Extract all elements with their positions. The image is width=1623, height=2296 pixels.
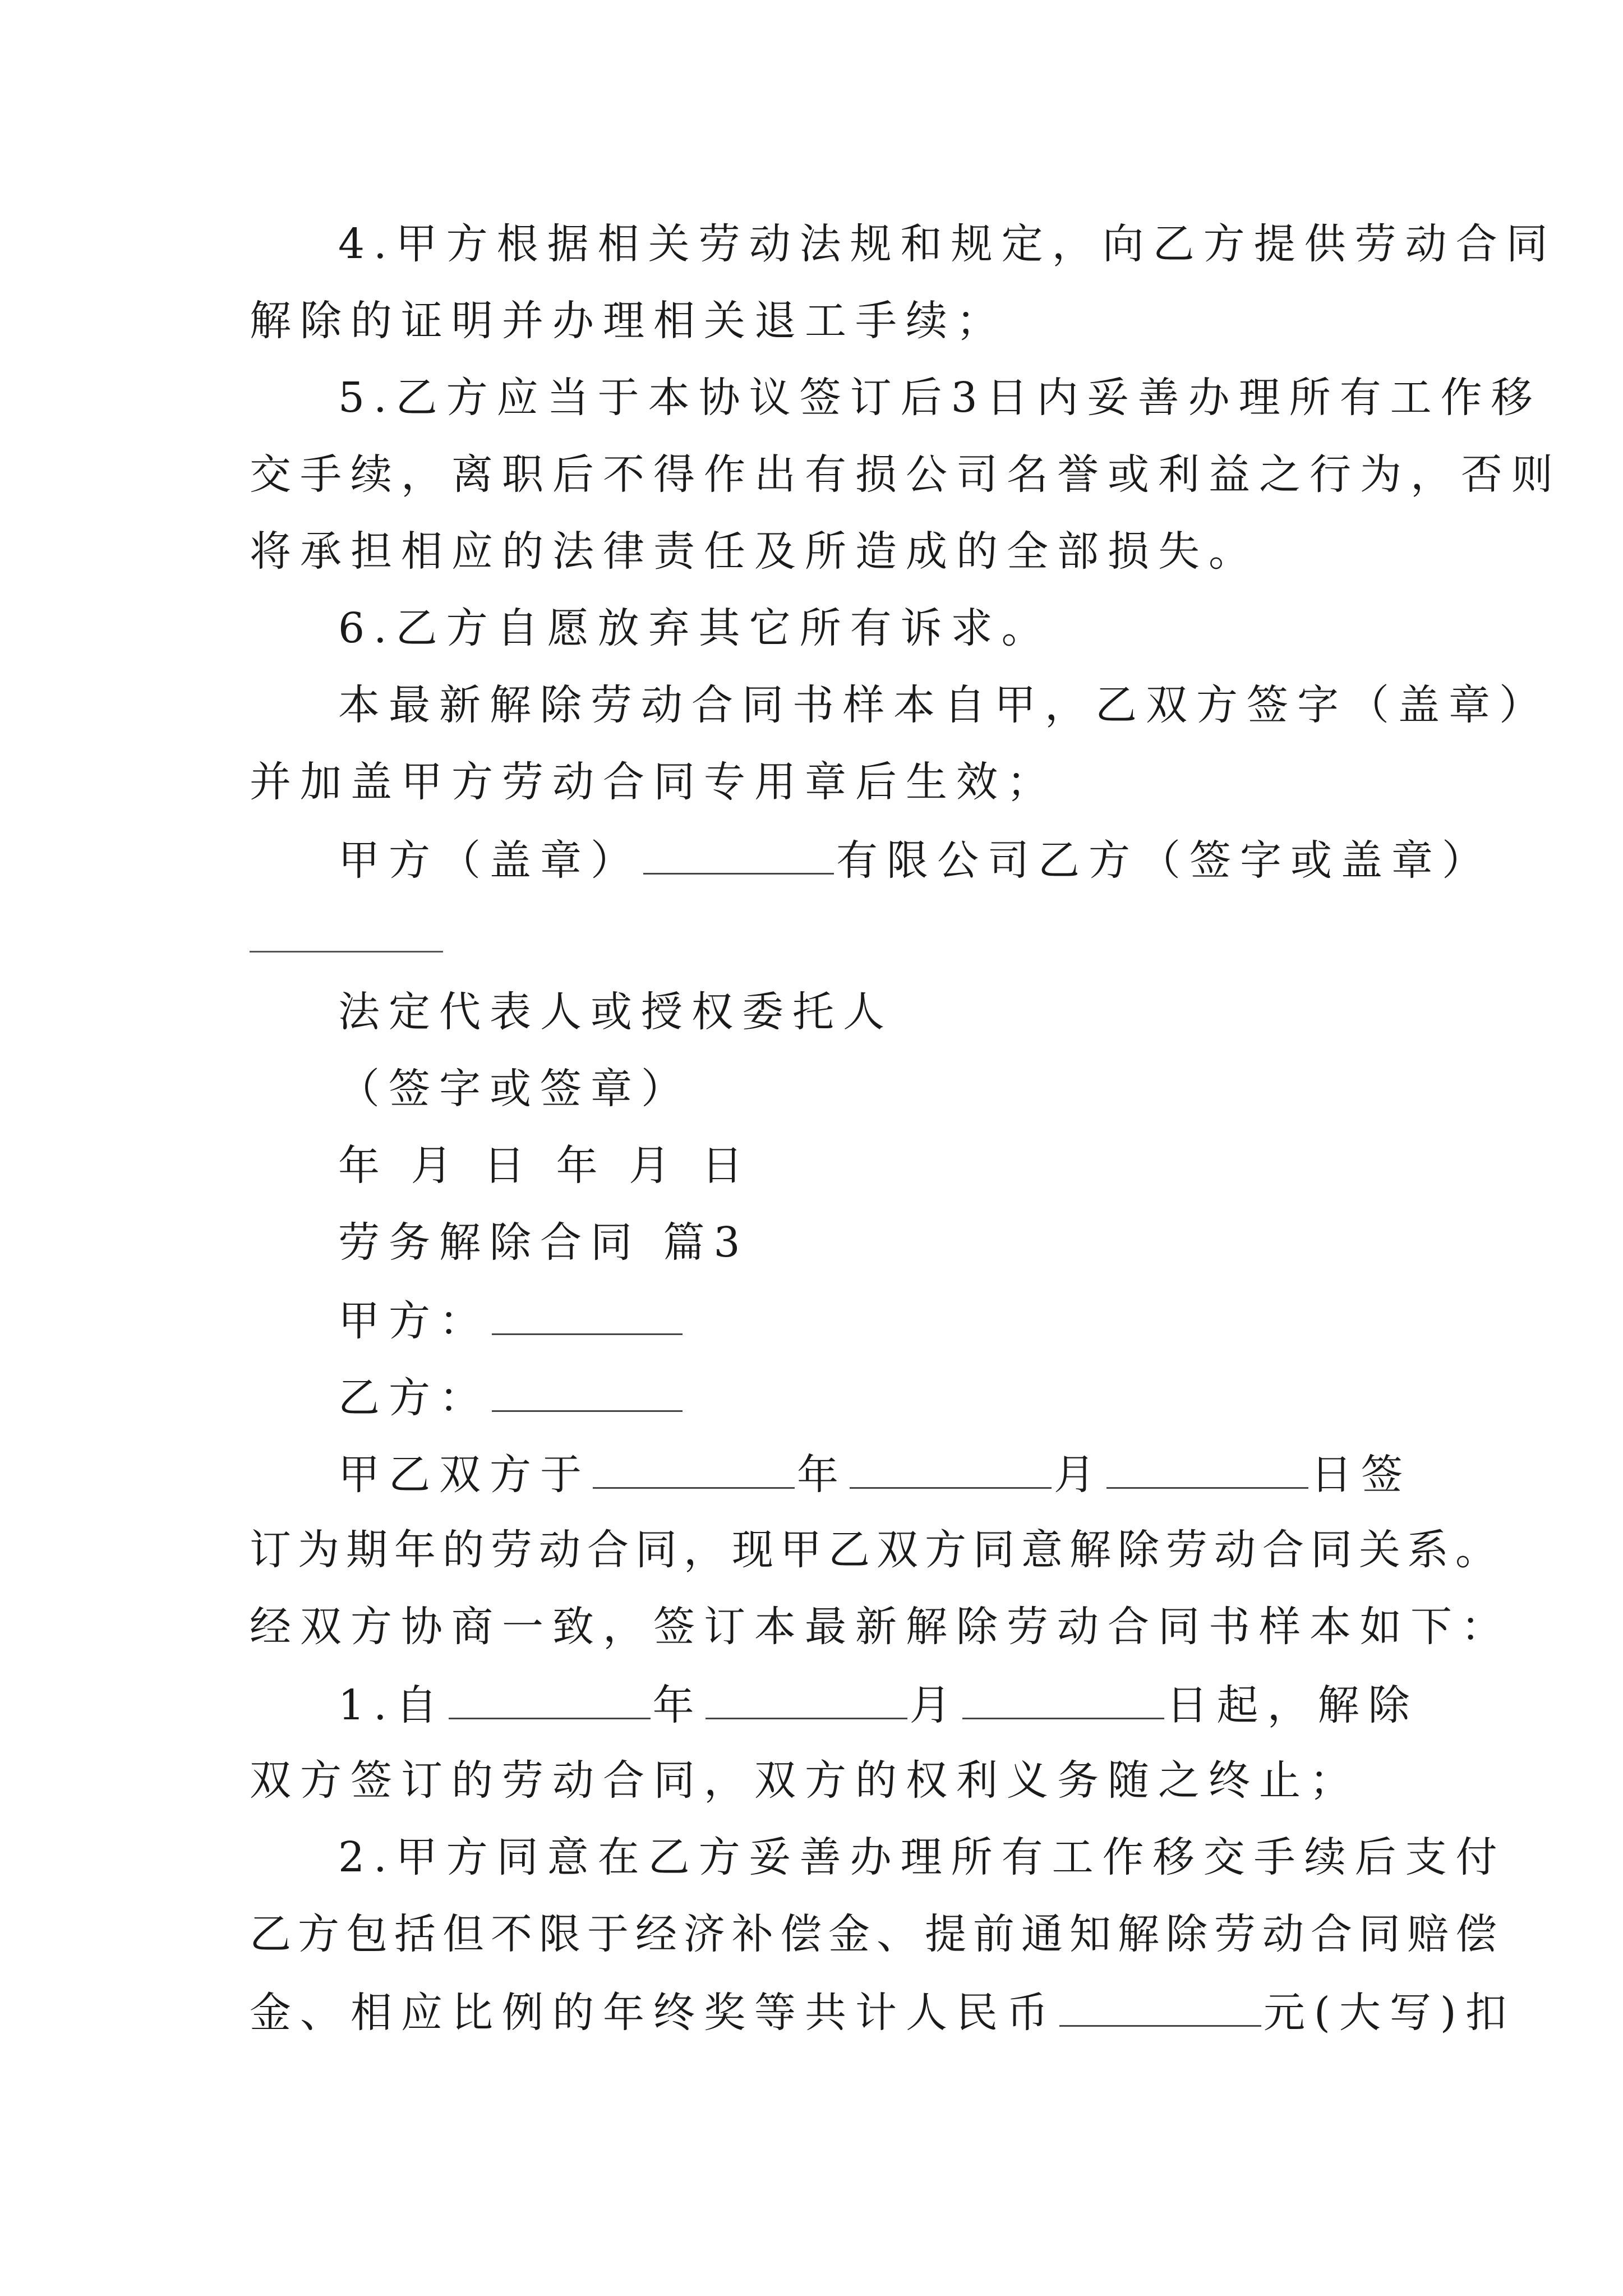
party-a-blank [492, 1299, 683, 1335]
clause-1-text-d: 日起，解除 [1166, 1681, 1419, 1729]
clause-1-blank-2 [706, 1683, 907, 1719]
intro-line-1 [338, 1451, 1412, 1499]
clause-1-line-1 [338, 1681, 1419, 1729]
clause-2-line-1: 2.甲方同意在乙方妥善办理所有工作移交手续后支付 [338, 1833, 1506, 1881]
party-b-sign-label: 有限公司乙方（签字或盖章） [836, 836, 1492, 885]
legal-representative-label: 法定代表人或授权委托人 [338, 988, 893, 1036]
clause-1-text-c: 月 [909, 1681, 960, 1729]
clause-1-line-2: 双方签订的劳动合同，双方的权利义务随之终止； [250, 1756, 1360, 1805]
clause-1-text-a: 1.自 [338, 1681, 446, 1729]
clause-2-line-2: 乙方包括但不限于经济补偿金、提前通知解除劳动合同赔偿 [250, 1910, 1504, 1958]
intro-line-2: 订为期年的劳动合同，现甲乙双方同意解除劳动合同关系。 [250, 1526, 1504, 1574]
clause-5-line-1: 5.乙方应当于本协议签订后3日内妥善办理所有工作移 [338, 374, 1542, 422]
clause-6: 6.乙方自愿放弃其它所有诉求。 [338, 604, 1052, 652]
amount-blank [1059, 1990, 1261, 2027]
party-a-label: 甲方： [338, 1297, 490, 1345]
intro-text-a: 甲乙双方于 [338, 1451, 591, 1499]
intro-text-c: 月 [1054, 1451, 1104, 1499]
date-placeholders: 年 月 日 年 月 日 [338, 1142, 752, 1190]
clause-1-blank-1 [449, 1683, 651, 1719]
party-a-line [338, 1297, 685, 1345]
party-b-line [338, 1374, 685, 1422]
intro-line-3: 经双方协商一致，签订本最新解除劳动合同书样本如下： [250, 1603, 1511, 1651]
section-title: 劳务解除合同 篇3 [338, 1218, 749, 1267]
party-b-signature-blank [250, 951, 443, 953]
clause-4-line-2: 解除的证明并办理相关退工手续； [250, 297, 1007, 345]
signature-note: （签字或签章） [338, 1065, 691, 1113]
clause-5-line-3: 将承担相应的法律责任及所造成的全部损失。 [250, 527, 1259, 576]
intro-date-blank-2 [850, 1452, 1052, 1489]
clause-2-text-a: 金、相应比例的年终奖等共计人民币 [250, 1989, 1057, 2037]
company-name-blank [643, 838, 834, 875]
effective-line-1: 本最新解除劳动合同书样本自甲，乙双方签字（盖章） [338, 681, 1550, 729]
clause-2-line-3 [250, 1989, 1516, 2037]
clause-1-text-b: 年 [652, 1681, 703, 1729]
effective-line-2: 并加盖甲方劳动合同专用章后生效； [250, 758, 1057, 806]
clause-1-blank-3 [962, 1683, 1164, 1719]
signature-line [338, 836, 1492, 885]
clause-5-line-2: 交手续，离职后不得作出有损公司名誉或利益之行为，否则 [250, 450, 1562, 499]
intro-date-blank-3 [1106, 1452, 1308, 1489]
party-b-blank [492, 1375, 683, 1412]
intro-text-b: 年 [797, 1451, 847, 1499]
party-b-label: 乙方： [338, 1374, 490, 1422]
intro-date-blank-1 [593, 1452, 795, 1489]
clause-4-line-1: 4.甲方根据相关劳动法规和规定，向乙方提供劳动合同 [338, 220, 1557, 268]
party-a-seal-label: 甲方（盖章） [338, 836, 641, 885]
intro-text-d: 日签 [1311, 1451, 1412, 1499]
clause-2-text-b: 元(大写)扣 [1264, 1989, 1516, 2037]
